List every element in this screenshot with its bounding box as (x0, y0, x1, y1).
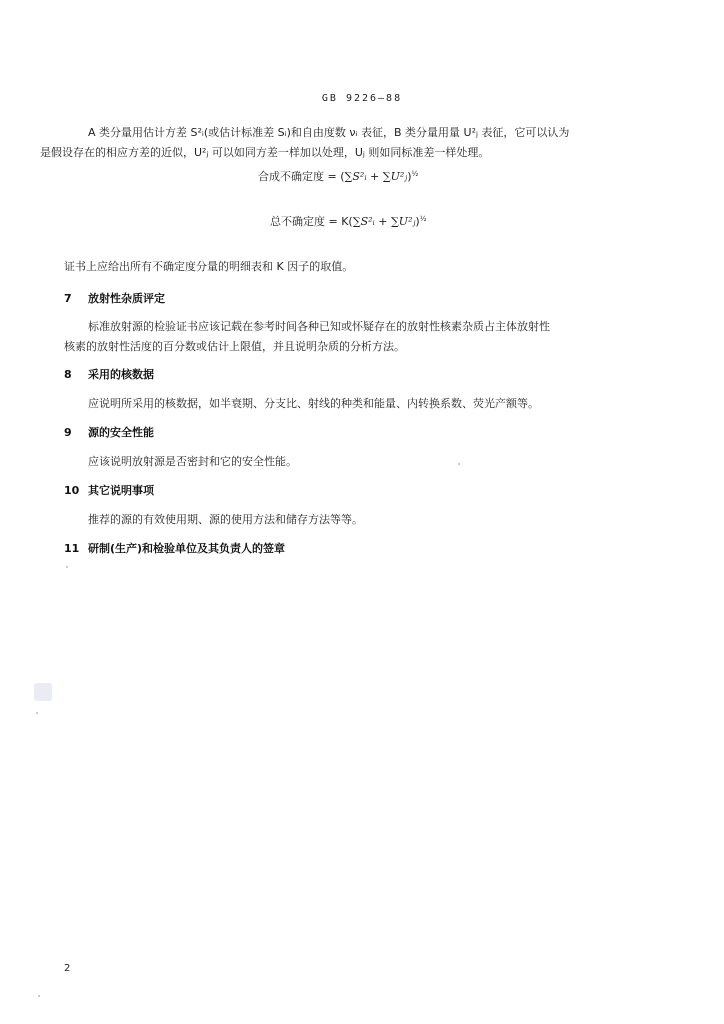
standard-code-header: GB 9226—88 (321, 93, 403, 104)
intro-paragraph (40, 123, 664, 163)
formula-sum-s: ∑S²ᵢ (352, 215, 375, 228)
formula-sum-u: ∑U²ⱼ (390, 215, 416, 228)
formula-exponent: ½ (411, 170, 419, 178)
section-7-heading (64, 290, 165, 306)
intro-line-2: 是假设存在的相应方差的近似，U²ⱼ 可以如同方差一样加以处理，Uⱼ 则如同标准差一样处理。 (40, 146, 490, 159)
section-11-heading (64, 540, 285, 556)
scan-speck (66, 566, 68, 568)
scan-speck (36, 712, 38, 714)
formula-label: 合成不确定度 = ( (258, 170, 345, 183)
formula-plus: + (374, 215, 391, 228)
formula-plus: + (366, 170, 383, 183)
section-9-heading (64, 424, 154, 440)
section-10-heading (64, 482, 154, 498)
section-8-heading (64, 366, 154, 382)
section-8-line-1: 应说明所采用的核数据，如半衰期、分支比、射线的种类和能量、内转换系数、荧光产额等。 (88, 397, 539, 410)
scan-speck (458, 463, 460, 465)
page-number: 2 (64, 963, 71, 974)
total-uncertainty-formula (270, 213, 427, 229)
section-number: 9 (64, 426, 72, 439)
formula-label: 总不确定度 = K( (270, 215, 353, 228)
section-7-line-2: 核素的放射性活度的百分数或估计上限值，并且说明杂质的分析方法。 (64, 340, 405, 353)
certificate-note: 证书上应给出所有不确定度分量的明细表和 K 因子的取值。 (64, 260, 354, 273)
combined-uncertainty-formula (258, 168, 418, 184)
section-number: 7 (64, 292, 72, 305)
formula-exponent: ½ (419, 215, 427, 223)
scan-speck (38, 995, 40, 997)
intro-line-1: A 类分量用估计方差 S²ᵢ(或估计标准差 Sᵢ)和自由度数 νᵢ 表征，B 类分量用量 U²ⱼ 表征，它可以认为 (88, 126, 570, 139)
section-title: 其它说明事项 (88, 484, 154, 497)
section-number: 11 (64, 542, 80, 555)
section-9-line-1: 应该说明放射源是否密封和它的安全性能。 (88, 455, 297, 468)
section-title: 采用的核数据 (88, 368, 154, 381)
section-title: 放射性杂质评定 (88, 292, 165, 305)
formula-close: ) (415, 215, 420, 228)
formula-sum-s: ∑S²ᵢ (344, 170, 367, 183)
section-title: 研制(生产)和检验单位及其负责人的签章 (88, 542, 286, 555)
section-number: 10 (64, 484, 80, 497)
formula-sum-u: ∑U²ⱼ (382, 170, 408, 183)
section-number: 8 (64, 368, 72, 381)
section-7-line-1: 标准放射源的检验证书应该记载在参考时间各种已知或怀疑存在的放射性核素杂质占主体放射性 (88, 320, 550, 333)
section-10-line-1: 推荐的源的有效使用期、源的使用方法和储存方法等等。 (88, 513, 363, 526)
section-title: 源的安全性能 (88, 426, 154, 439)
formula-close: ) (407, 170, 412, 183)
scan-mark (34, 683, 52, 701)
